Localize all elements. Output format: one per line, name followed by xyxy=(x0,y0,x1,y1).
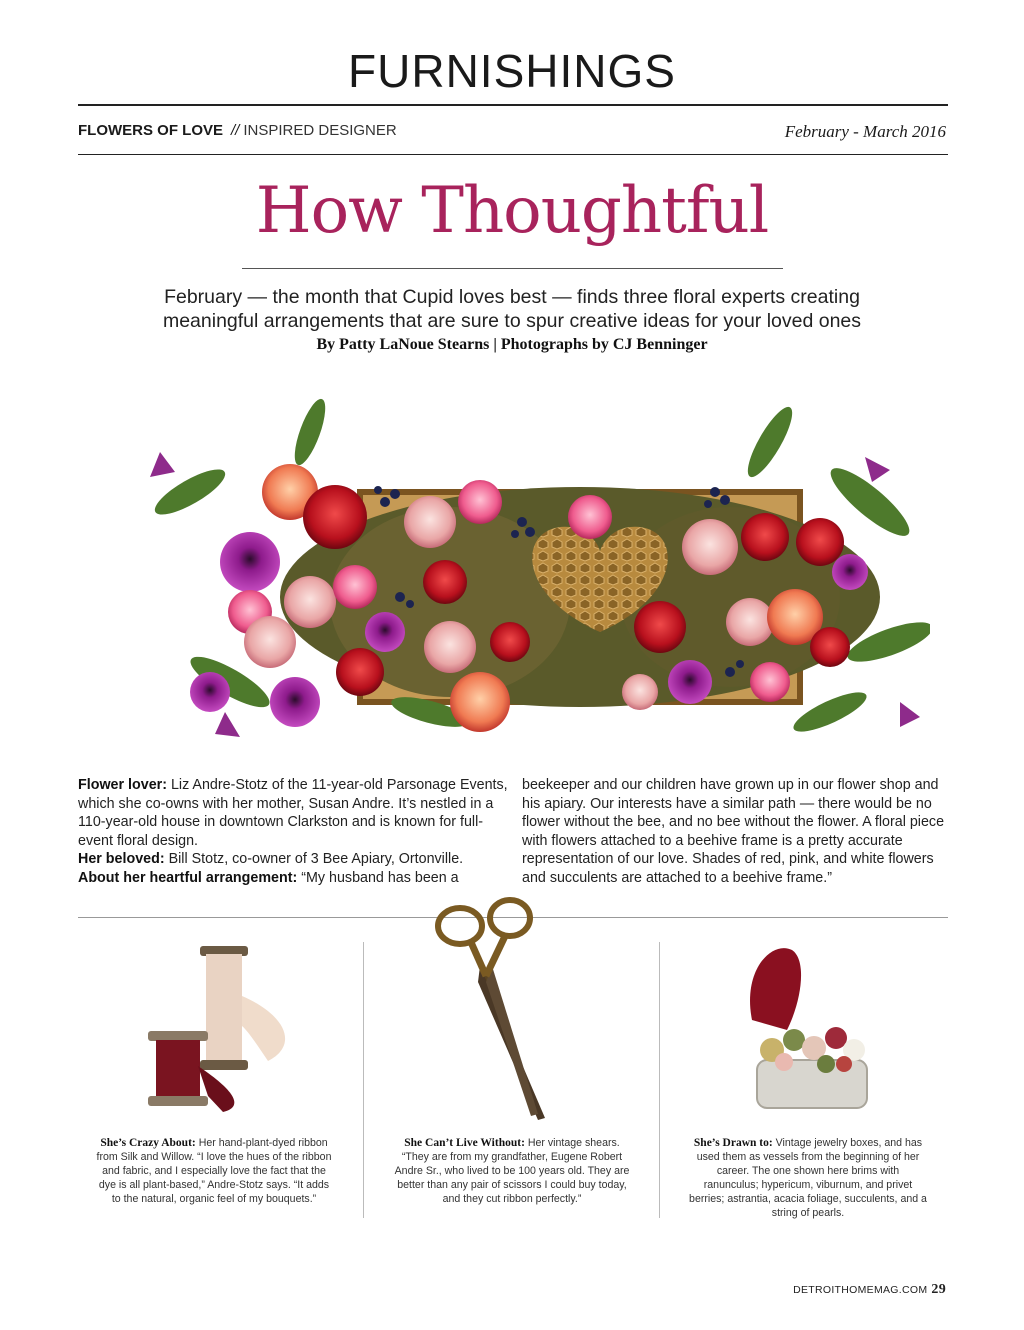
caption-text: Vintage jewelry boxes, and has used them as vessels from the beginning of her career. The one shown here brims with ranunculus; hypericum, viburnum, and privet berries; astrantia, acacia foliage, succulents, and a string of pearls. xyxy=(689,1137,927,1219)
arrangement-label: About her heartful arrangement: xyxy=(78,869,298,886)
kicker-sub: INSPIRED DESIGNER xyxy=(243,122,397,139)
product-caption-ribbon xyxy=(94,1136,334,1206)
arrangement-text: “My husband has been a xyxy=(297,869,459,886)
ribbon-spools-image xyxy=(138,936,308,1122)
caption-text: Her hand-plant-dyed ribbon from Silk and Willow. “I love the hues of the ribbon and fabric, and I especially love the fact that the dye is all plant-based,” Andre-Stotz says. “It adds to the natural, organic feel of my bouquets.” xyxy=(96,1137,332,1205)
product-caption-jewelry-box xyxy=(688,1136,928,1220)
top-rule xyxy=(78,104,948,106)
caption-lead: She’s Drawn to: xyxy=(693,1137,773,1149)
headline-rule xyxy=(242,268,783,269)
body-column-left xyxy=(78,776,508,888)
dek: February — the month that Cupid loves best — finds three floral experts creating meaningful arrangements that are sure to spur creative ideas for your loved ones xyxy=(162,286,862,332)
byline: By Patty LaNoue Stearns | Photographs by CJ Benninger xyxy=(316,336,708,353)
kicker-main: FLOWERS OF LOVE xyxy=(78,122,223,139)
section-title: FURNISHINGS xyxy=(348,45,676,97)
issue-date: February - March 2016 xyxy=(784,122,946,141)
header-bottom-rule xyxy=(78,154,948,155)
body-column-right: beekeeper and our children have grown up in our flower shop and his apiary. Our interests have a similar path — there would be no flower without the bee, and no bee without the flower. A floral piece with flowers attached to a beehive frame is a pretty accurate representation of our love. Shades of red, pink, and white flowers and succulents are attached to a beehive frame.” xyxy=(522,777,945,886)
column-divider xyxy=(363,942,364,1218)
vintage-shears-image xyxy=(420,896,570,1126)
headline: How Thoughtful xyxy=(255,174,769,248)
kicker xyxy=(78,122,397,139)
beloved-text: Bill Stotz, co-owner of 3 Bee Apiary, Ortonville. xyxy=(164,851,464,868)
caption-text: Her vintage shears. “They are from my grandfather, Eugene Robert Andre Sr., who lived to be 100 years old. They are better than any pair of scissors I could buy today, and they cut ribbon perfectly.” xyxy=(394,1137,630,1205)
column-divider xyxy=(659,942,660,1218)
beehive-floral-arrangement-image xyxy=(130,382,930,772)
caption-lead: She’s Crazy About: xyxy=(100,1137,196,1149)
page-number: 29 xyxy=(931,1282,946,1297)
lover-text: Liz Andre-Stotz of the 11-year-old Parsonage Events, which she co-owns with her mother, Susan Andre. It’s nestled in a 110-year-old house in downtown Clarkston and is known for full-event floral design. xyxy=(78,777,508,849)
beloved-label: Her beloved: xyxy=(78,851,165,868)
page-footer xyxy=(793,1282,946,1298)
caption-lead: She Can’t Live Without: xyxy=(404,1137,525,1149)
jewelry-box-arrangement-image xyxy=(732,940,882,1112)
site-url: DETROITHOMEMAG.COM xyxy=(793,1284,928,1296)
kicker-separator: // xyxy=(231,122,240,139)
product-caption-shears xyxy=(392,1136,632,1206)
lover-label: Flower lover: xyxy=(78,777,167,793)
